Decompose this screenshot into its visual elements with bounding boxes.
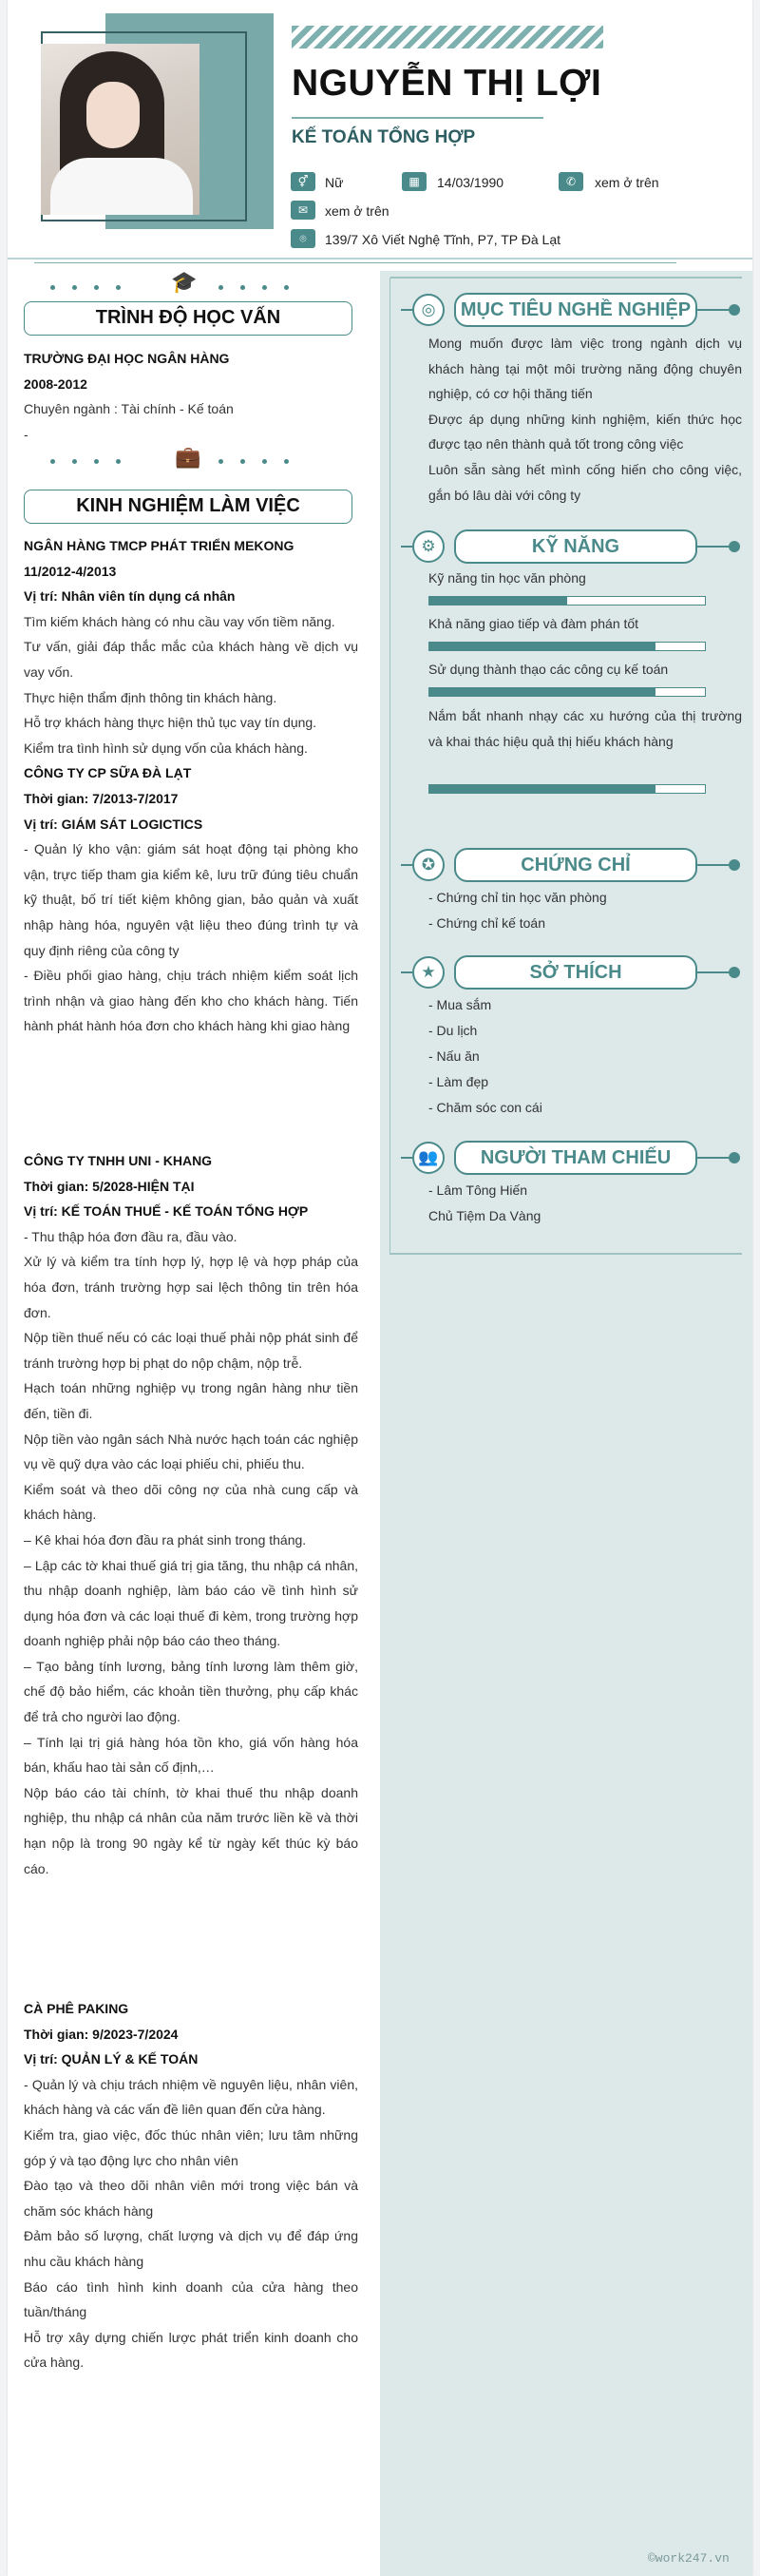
skill-label: Khả năng giao tiếp và đàm phán tốt [428,616,639,631]
job-paking [24,1996,358,2375]
job-position: Vị trí: Nhân viên tín dụng cá nhân [24,588,236,605]
job-duty: Kiểm tra tình hình sử dụng vốn của khách hàng. [24,740,308,756]
job-duty: Đảm bảo số lượng, chất lượng và dịch vụ để đáp ứng nhu cầu khách hàng [24,2228,358,2269]
job-company: NGÂN HÀNG TMCP PHÁT TRIỂN MEKONG [24,538,294,553]
references-connector [401,1157,412,1159]
education-years: 2008-2012 [24,375,87,392]
certificates-heading: CHỨNG CHỈ [454,848,697,882]
header-stripe-decoration [292,26,603,48]
right-panel-bottom-line [390,1253,742,1255]
job-duty: Kiểm soát và theo dõi công nợ của nhà cung cấp và khách hàng. [24,1481,358,1523]
candidate-name: NGUYỄN THỊ LỢI [292,63,602,104]
skills-dot [729,541,740,552]
job-duty: Kiểm tra, giao việc, đốc thúc nhân viên; lưu tâm những góp ý và tạo động lực cho nhân viên [24,2126,358,2168]
skill-bar [428,687,706,697]
skill-bar [428,784,706,794]
hobby-item: - Làm đẹp [428,1074,489,1089]
job-duty: Nộp báo cáo tài chính, tờ khai thuế thu nhập doanh nghiệp, thu nhập cá nhân của năm trước liền kề và thời hạn nộp là trong 90 ngày kể từ ngày kết thúc kỳ báo cáo. [24,1784,358,1876]
references-heading: NGƯỜI THAM CHIẾU [454,1141,697,1175]
objective-line: Mong muốn được làm việc trong ngành dịch vụ khách hàng tại một môi trường năng động chuyên nghiệp, có cơ hội thăng tiến [428,336,742,402]
job-company: CÔNG TY CP SỮA ĐÀ LẠT [24,765,192,781]
references-dot [729,1152,740,1163]
job-duty: – Lập các tờ khai thuế giá trị gia tăng, thu nhập cá nhân, thu nhập doanh nghiệp, làm báo cáo về tình hình sử dụng hóa đơn và các loại thuế đi kèm, trong trường hợp doanh nghiệp phải nộp báo cáo theo tháng. [24,1557,358,1649]
briefcase-icon: 💼 [175,445,201,469]
graduation-cap-icon: 🎓 [171,270,198,294]
job-time: Thời gian: 9/2023-7/2024 [24,2026,179,2042]
objective-line: Luôn sẵn sàng hết mình cống hiến cho công việc, gắn bó lâu dài với công ty [428,461,742,503]
skills-connector [401,546,412,548]
people-icon: 👥 [412,1142,445,1174]
experience-heading: KINH NGHIỆM LÀM VIỆC [24,490,352,524]
job-mekong [24,533,358,1039]
job-duty: Tìm kiếm khách hàng có nhu cầu vay vốn tiềm năng. [24,613,335,629]
job-duty: Hạch toán những nghiệp vụ trong ngân hàng như tiền đến, tiền đi. [24,1380,358,1421]
job-duty: Xử lý và kiểm tra tính hợp lý, hợp lệ và hợp pháp của hóa đơn, tránh trường hợp sai lệch thông tin trên hóa đơn. [24,1254,358,1320]
job-uni-khang [24,1148,358,1881]
objective-line: Được áp dụng những kinh nghiệm, kiến thức học được tạo nên thành quả tốt trong công việc [428,411,742,452]
job-time: Thời gian: 7/2013-7/2017 [24,790,179,806]
skill-label: Nắm bắt nhanh nhạy các xu hướng của thị trường và khai thác hiệu quả thị hiếu khách hàng [428,708,742,749]
mail-icon: ✉ [291,201,315,220]
objective-text [428,331,742,508]
header-divider-thin [34,262,676,263]
job-duty: Đào tạo và theo dõi nhân viên mới trong việc bán và chăm sóc khách hàng [24,2178,358,2219]
job-duty: Nộp tiền vào ngân sách Nhà nước hạch toán các nghiệp vụ về quỹ dựa vào các loại phiếu chi, phiếu thu. [24,1431,358,1472]
right-panel-top-line [390,277,742,279]
hobby-item: - Nấu ăn [428,1048,480,1064]
dob-value: 14/03/1990 [437,175,504,190]
star-icon: ★ [412,956,445,989]
education-dots-left [50,285,121,290]
calendar-icon: ▦ [402,172,427,191]
phone-value: xem ở trên [595,175,659,190]
hobbies-heading: SỞ THÍCH [454,955,697,990]
job-duty: – Kê khai hóa đơn đầu ra phát sinh trong tháng. [24,1531,307,1548]
job-duty: - Điều phối giao hàng, chịu trách nhiệm kiểm soát lịch trình nhận và giao hàng đến kho cho khách hàng. Tiến hành phát hành hóa đơn cho khách hàng khi giao hàng [24,968,358,1034]
header-divider [8,258,752,260]
job-duty: - Quản lý và chịu trách nhiệm về nguyên liệu, nhân viên, khách hàng và các vấn đề liên quan đến cửa hàng. [24,2076,358,2118]
skill-label: Sử dụng thành thạo các công cụ kế toán [428,662,669,677]
certificate-item: - Chứng chỉ tin học văn phòng [428,890,607,905]
hobby-item: - Chăm sóc con cái [428,1100,542,1115]
job-duty: Thực hiện thẩm định thông tin khách hàng. [24,689,277,705]
skills-heading: KỸ NĂNG [454,529,697,564]
job-duty: Nộp tiền thuế nếu có các loại thuế phải nộp phát sinh để tránh trường hợp bị phạt do nộp chậm, nộp trễ. [24,1330,358,1371]
gear-icon: ⚙ [412,530,445,563]
job-duty: - Thu thập hóa đơn đầu ra, đầu vào. [24,1228,238,1244]
watermark: ©work247.vn [648,2551,730,2566]
education-heading: TRÌNH ĐỘ HỌC VẤN [24,301,352,336]
hobbies-connector [401,971,412,973]
address-value: 139/7 Xô Viết Nghệ Tĩnh, P7, TP Đà Lạt [325,232,561,247]
medal-icon: ✪ [412,849,445,881]
experience-dots-right [218,459,289,464]
target-icon: ◎ [412,294,445,326]
job-duty: Tư vấn, giải đáp thắc mắc của khách hàng về dịch vụ vay vốn. [24,639,358,680]
education-extra: - [24,426,28,442]
job-company: CÔNG TY TNHH UNI - KHANG [24,1153,213,1168]
certificates-connector [401,864,412,866]
objective-connector [401,309,412,311]
skill-label: Kỹ năng tin học văn phòng [428,570,586,586]
cv-page [8,0,752,2576]
education-dots-right [218,285,289,290]
job-position: Vị trí: KẾ TOÁN THUẾ - KẾ TOÁN TỔNG HỢP [24,1203,309,1220]
gender-icon: ⚥ [291,172,315,191]
education-school: TRƯỜNG ĐẠI HỌC NGÂN HÀNG [24,351,230,366]
gender-value: Nữ [325,175,344,190]
phone-icon: ✆ [559,172,583,191]
job-duty: – Tính lại trị giá hàng hóa tồn kho, giá vốn hàng hóa bán, khấu hao tài sản cố định,… [24,1734,358,1776]
job-duty: - Quản lý kho vận: giám sát hoạt động tại phòng kho vận, trực tiếp tham gia kiểm kê, lưu trữ đúng tiêu chuẩn kỹ thuật, bố trí tiết kiệm không gian, bảo quản và xuất nhập hàng hóa, nguyên vật liệu theo đúng trình tự và quy định riêng của công ty [24,841,358,958]
job-duty: Hỗ trợ khách hàng thực hiện thủ tục vay tín dụng. [24,715,317,731]
job-duty: Báo cáo tình hình kinh doanh của cửa hàng theo tuần/tháng [24,2278,358,2320]
hobbies-dot [729,967,740,978]
job-position: Vị trí: GIÁM SÁT LOGICTICS [24,816,203,832]
education-major: Chuyên ngành : Tài chính - Kế toán [24,401,234,417]
certificates-dot [729,859,740,871]
experience-dots-left [50,459,121,464]
email-value: xem ở trên [325,203,390,219]
education-block [24,346,358,447]
title-divider [292,117,543,119]
job-company: CÀ PHÊ PAKING [24,2001,129,2016]
hobby-item: - Mua sắm [428,997,492,1012]
skill-bar [428,642,706,651]
certificate-item: - Chứng chỉ kế toán [428,915,545,931]
hobby-item: - Du lịch [428,1023,478,1038]
profile-photo [41,44,200,215]
reference-item: Chủ Tiệm Da Vàng [428,1208,542,1223]
job-duty: – Tạo bảng tính lương, bảng tính lương làm thêm giờ, chế độ bảo hiểm, các khoản tiền thưởng, phụ cấp khác để trả cho người lao động. [24,1658,358,1725]
skill-bar [428,596,706,606]
job-time: Thời gian: 5/2028-HIỆN TẠI [24,1178,195,1194]
objective-dot [729,304,740,316]
job-title: KẾ TOÁN TỔNG HỢP [292,127,476,147]
location-icon: ⌾ [291,229,315,248]
job-duty: Hỗ trợ xây dựng chiến lược phát triển kinh doanh cho cửa hàng. [24,2329,358,2371]
objective-heading: MỤC TIÊU NGHỀ NGHIỆP [454,293,697,327]
job-position: Vị trí: QUẢN LÝ & KẾ TOÁN [24,2051,199,2067]
reference-item: - Lâm Tông Hiến [428,1182,528,1198]
job-time: 11/2012-4/2013 [24,563,117,579]
